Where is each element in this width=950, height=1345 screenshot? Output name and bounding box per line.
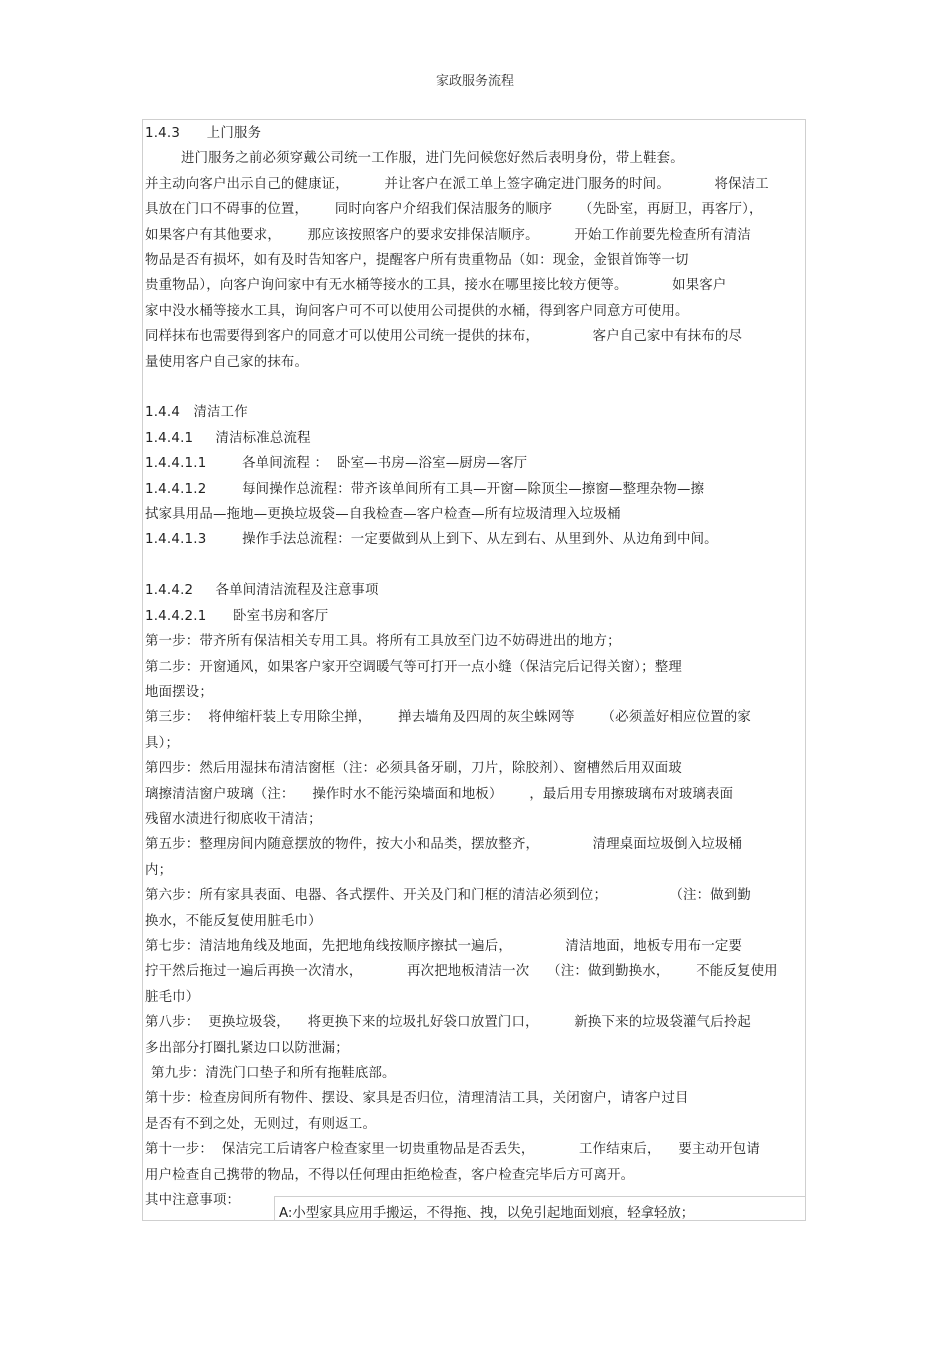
step-line: 第十步：检查房间所有物件、摆设、家具是否归位，清理清洁工具，关闭窗户，请客户过目	[145, 1091, 689, 1107]
paragraph-line: 进门服务之前必须穿戴公司统一工作服，进门先问候您好然后表明身份，带上鞋套。	[181, 151, 684, 167]
step-line: 璃擦清洁窗户玻璃（注： 操作时水不能污染墙面和地板） ，最后用专用擦玻璃布对玻璃表面	[145, 786, 734, 802]
step-line: 用户检查自己携带的物品，不得以任何理由拒绝检查，客户检查完毕后方可离开。	[145, 1167, 635, 1183]
step-line: 第三步： 将伸缩杆装上专用除尘掸， 掸去墙角及四周的灰尘蛛网等 （必须盖好相应位置的家	[145, 710, 752, 726]
step-line: 残留水渍进行彻底收干清洁；	[145, 811, 322, 827]
paragraph-line: 同样抹布也需要得到客户的同意才可以使用公司统一提供的抹布， 客户自己家中有抹布的尽	[145, 329, 743, 345]
step-line: 具）；	[145, 735, 180, 751]
document-body	[145, 121, 810, 1213]
step-line: 内；	[145, 862, 173, 878]
notes-heading: 其中注意事项：	[145, 1193, 241, 1209]
step-line: 第一步：带齐所有保洁相关专用工具。将所有工具放至门边不妨碍进出的地方；	[145, 634, 621, 650]
step-line: 地面摆设；	[145, 684, 213, 700]
paragraph-line: 贵重物品），向客户询问家中有无水桶等接水的工具，接水在哪里接比较方便等。 如果客户	[145, 278, 727, 294]
section-heading-1-4-3: 1.4.3 上门服务	[145, 126, 262, 141]
step-line: 多出部分打圈扎紧边口以防泄漏；	[145, 1040, 349, 1056]
subsection-heading-1-4-4-2: 1.4.4.2 各单间清洁流程及注意事项	[145, 583, 379, 599]
step-line: 换水，不能反复使用脏毛巾）	[145, 913, 322, 929]
paragraph-line: 物品是否有损坏，如有及时告知客户，提醒客户所有贵重物品（如：现金，金银首饰等一切	[145, 253, 689, 269]
step-line: 第六步：所有家具表面、电器、各式摆件、开关及门和门框的清洁必须到位； （注：做到勤	[145, 888, 752, 904]
step-line: 第七步：清洁地角线及地面，先把地角线按顺序擦拭一遍后， 清洁地面，地板专用布一定要	[145, 938, 743, 954]
item-1-4-4-1-3: 1.4.4.1.3 操作手法总流程：一定要做到从上到下、从左到右、从里到外、从边角到中间。	[145, 532, 718, 548]
subsection-heading-1-4-4-2-1: 1.4.4.2.1 卧室书房和客厅	[145, 608, 329, 624]
paragraph-line: 具放在门口不碍事的位置， 同时向客户介绍我们保洁服务的顺序 （先卧室，再厨卫，再客厅），	[145, 202, 763, 218]
subsection-heading-1-4-4-1: 1.4.4.1 清洁标准总流程	[145, 430, 311, 446]
paragraph-line: 量使用客户自己家的抹布。	[145, 354, 309, 370]
paragraph-line: 并主动向客户出示自己的健康证， 并让客户在派工单上签字确定进门服务的时间。 将保洁工	[145, 176, 769, 192]
paragraph-line: 如果客户有其他要求， 那应该按照客户的要求安排保洁顺序。 开始工作前要先检查所有清洁	[145, 227, 752, 243]
step-line: 第二步：开窗通风，如果客户家开空调暖气等可打开一点小缝（保洁完后记得关窗）；整理	[145, 659, 682, 675]
step-line: 是否有不到之处，无则过，有则返工。	[145, 1116, 377, 1132]
step-line: 第十一步： 保洁完工后请客户检查家里一切贵重物品是否丢失， 工作结束后， 要主动开包请	[145, 1142, 760, 1158]
document-header-title: 家政服务流程	[435, 74, 514, 89]
step-line: 脏毛巾）	[145, 989, 200, 1005]
step-line: 第九步：清洗门口垫子和所有拖鞋底部。	[151, 1066, 396, 1081]
section-heading-1-4-4: 1.4.4 清洁工作	[145, 405, 248, 421]
paragraph-line: 拭家具用品—拖地—更换垃圾袋—自我检查—客户检查—所有垃圾清理入垃圾桶	[145, 507, 621, 523]
paragraph-line: 家中没水桶等接水工具，询问客户可不可以使用公司提供的水桶，得到客户同意方可使用。	[145, 303, 689, 319]
step-line: 第四步：然后用湿抹布清洁窗框（注：必须具备牙刷，刀片，除胶剂）、窗槽然后用双面玻	[145, 761, 682, 777]
step-line: 第八步： 更换垃圾袋， 将更换下来的垃圾扎好袋口放置门口， 新换下来的垃圾袋灌气后拎起	[145, 1015, 752, 1031]
item-1-4-4-1-1: 1.4.4.1.1 各单间流程 ： 卧室—书房—浴室—厨房—客厅	[145, 456, 528, 472]
note-item-a: A:小型家具应用手搬运，不得拖、拽，以免引起地面划痕，轻拿轻放；	[274, 1196, 806, 1221]
item-1-4-4-1-2: 1.4.4.1.2 每间操作总流程：带齐该单间所有工具—开窗—除顶尘—擦窗—整理杂物—擦	[145, 481, 705, 497]
step-line: 第五步：整理房间内随意摆放的物件，按大小和品类，摆放整齐， 清理桌面垃圾倒入垃圾桶	[145, 837, 743, 853]
step-line: 拧干然后拖过一遍后再换一次清水， 再次把地板清洁一次 （注：做到勤换水， 不能反复使用	[145, 964, 778, 980]
